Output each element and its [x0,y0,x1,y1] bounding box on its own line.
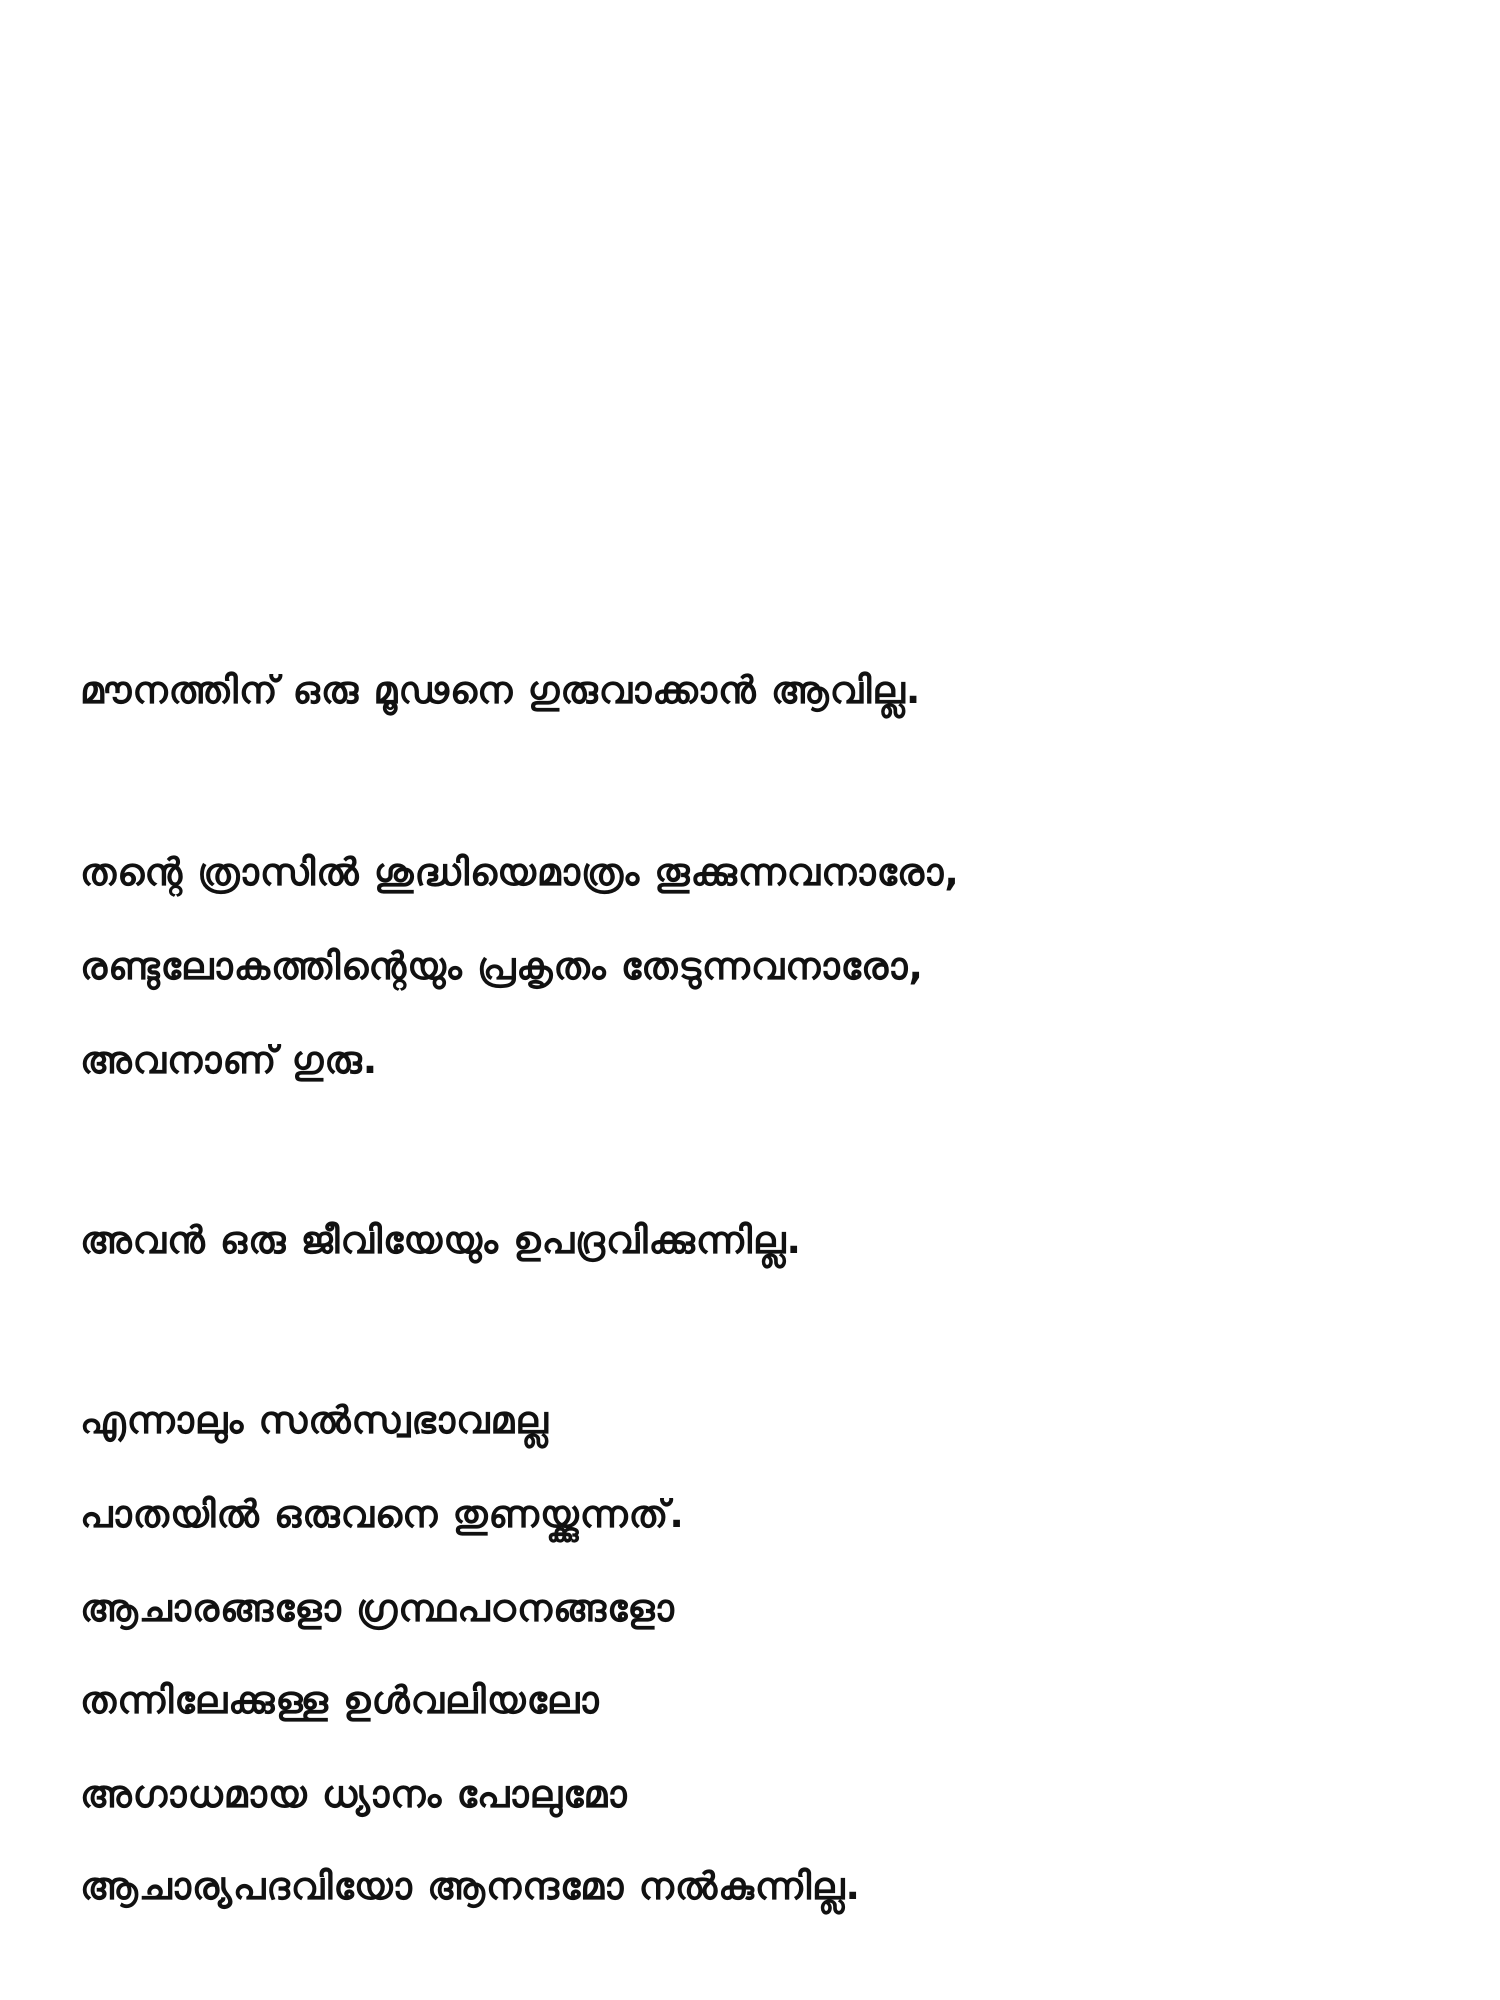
stanza-2-line-1: തന്റെ ത്രാസിൽ ശുദ്ധിയെമാത്രം തൂക്കുന്നവനാരോ, [80,850,960,894]
stanza-4-line-6: ആചാര്യപദവിയോ ആനന്ദമോ നൽകുന്നില്ല. [80,1864,861,1908]
stanza-2-line-2: രണ്ടുലോകത്തിന്റെയും പ്രകൃതം തേടുന്നവനാരോ, [80,944,924,988]
stanza-4-line-3: ആചാരങ്ങളോ ഗ്രന്ഥപഠനങ്ങളോ [80,1586,675,1630]
stanza-3-line-1: അവൻ ഒരു ജീവിയേയും ഉപദ്രവിക്കുന്നില്ല. [80,1218,802,1262]
stanza-2-line-3: അവനാണ് ഗുരു. [80,1038,379,1082]
stanza-4-line-1: എന്നാലും സൽസ്വഭാവമല്ല [80,1398,549,1442]
stanza-4-line-5: അഗാധമായ ധ്യാനം പോലുമോ [80,1772,628,1816]
stanza-1-line-1: മൗനത്തിന് ഒരു മൂഢനെ ഗുരുവാക്കാൻ ആവില്ല. [80,668,922,712]
stanza-4-line-4: തന്നിലേക്കുള്ള ഉൾവലിയലോ [80,1678,600,1722]
stanza-4-line-2: പാതയിൽ ഒരുവനെ തുണയ്ക്കുന്നത്. [80,1492,685,1536]
